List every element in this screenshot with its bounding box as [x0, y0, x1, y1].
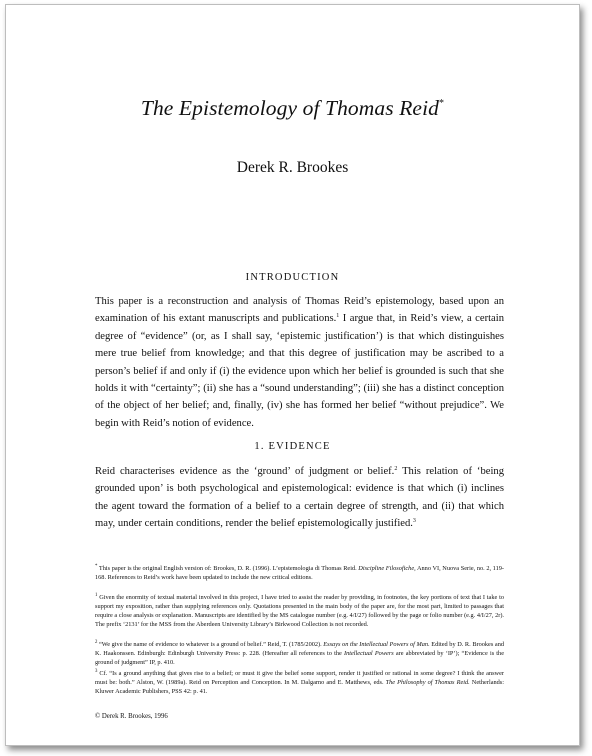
footnote-3 — [95, 670, 504, 697]
footnote-2-text-b: Edited by D. R. Brookes and K. Haakonssen. Edinburgh: Edinburgh University Press: p. 228. (Hereafter all references to the — [95, 641, 505, 657]
footnote-3-text-a: Cf. “Is a ground anything that gives rise to a belief; or must it give the belief some support, render it justified or rational in some degree? I think the answer must be: both.” Alston, W. (1989a). Reid on Perception and Conception. In M. Dalgarno and E. Matthews, eds. — [95, 670, 504, 686]
intro-text-2: I argue that, in Reid’s view, a certain degree of “evidence” (or, as I shall say, ‘epistemic justification’) is that which distinguishes mere true belief from knowledge; and that this degree of justification may be ascribed to a person’s belief if and only if (i) the evidence upon which her belief is grounded is such that she holds it with “certainty”; (ii) she has a “sound understanding”; (iii) she has a distinct conception of the object of her belief; and, finally, (iv) she has formed her belief “without prejudice”. We begin with Reid’s notion of evidence. — [95, 313, 504, 429]
paper-title-text: The Epistemology of Thomas Reid — [140, 96, 439, 120]
footnote-ref-3: 3 — [412, 518, 416, 525]
footnote-2-book: Essays on the Intellectual Powers of Man. — [323, 641, 430, 648]
title-footnote-mark: * — [439, 97, 445, 109]
footnote-1-text: Given the enormity of textual material involved in this project, I have tried to assist the reader by providing, in footnotes, the key portions of text that I take to support my exposition, rather than supplying references only. Quotations presented in the main body of the paper are, for the most part, limited to passages that require a close analysis or explanation. Manuscripts are identified by the MS catalogue number (e.g. 4/I/27) followed by the page or folio number (e.g. 4/I/27, 2r). The prefix ‘2131’ for the MSS from the Aberdeen University Library’s Birkwood Collection is not recorded. — [95, 594, 504, 628]
evidence-text-2: This relation of ‘being grounded upon’ is both psychological and epistemological: evidence is that which (i) inclines the agent toward the formation of a belief to a certain degree of strength, and (ii) that which may, under certain conditions, render the belief epistemologically justified. — [95, 466, 504, 530]
footnote-ref-1: 1 — [336, 313, 340, 320]
footnote-2-mark: 2 — [95, 640, 98, 645]
footnote-3-book: The Philosophy of Thomas Reid. — [385, 678, 470, 686]
paper-title — [6, 96, 579, 121]
footnote-star — [95, 565, 504, 583]
footnote-3-mark: 3 — [95, 669, 98, 674]
introduction-paragraph — [95, 293, 504, 432]
document-page — [5, 4, 580, 746]
introduction-heading: INTRODUCTION — [245, 272, 340, 283]
footnote-2-book2: Intellectual Powers — [343, 649, 394, 657]
footnote-star-mark: * — [95, 564, 98, 569]
footnote-ref-2: 2 — [394, 466, 398, 472]
intro-text-1: This paper is a reconstruction and analysis of Thomas Reid’s epistemology, based upon an examination of his extant manuscripts and publications. — [95, 296, 504, 325]
evidence-text-1: Reid characterises evidence as the ‘ground’ of judgment or belief. — [95, 466, 395, 477]
footnote-3-text-b: Netherlands: Kluwer Academic Publishers, PSS 42: p. 41. — [95, 678, 504, 695]
evidence-paragraph — [95, 463, 504, 533]
footnote-1 — [95, 594, 504, 630]
author-name: Derek R. Brookes — [236, 159, 349, 176]
footnote-1-mark: 1 — [95, 593, 98, 598]
footnote-2-text-a: “We give the name of evidence to whatever is a ground of belief.” Reid, T. (1785/2002). — [97, 641, 324, 648]
footnote-2 — [95, 641, 504, 668]
footnote-star-text-b: Anno VI, Nuova Serie, no. 2, 119-168. References to Reid’s work have been updated to include the new critical editions. — [95, 565, 504, 581]
evidence-heading: 1. EVIDENCE — [254, 441, 331, 452]
footnote-star-text-a: This paper is the original English version of: Brookes, D. R. (1996). L’epistemologia di Thomas Reid. — [97, 565, 359, 572]
footnote-2-text-c: are abbreviated by ‘IP’); “Evidence is the ground of judgment” IP, p. 410. — [95, 649, 504, 666]
footnote-star-journal: Discipline Filosofiche, — [358, 565, 416, 572]
copyright-notice: © Derek R. Brookes, 1996 — [95, 713, 168, 720]
